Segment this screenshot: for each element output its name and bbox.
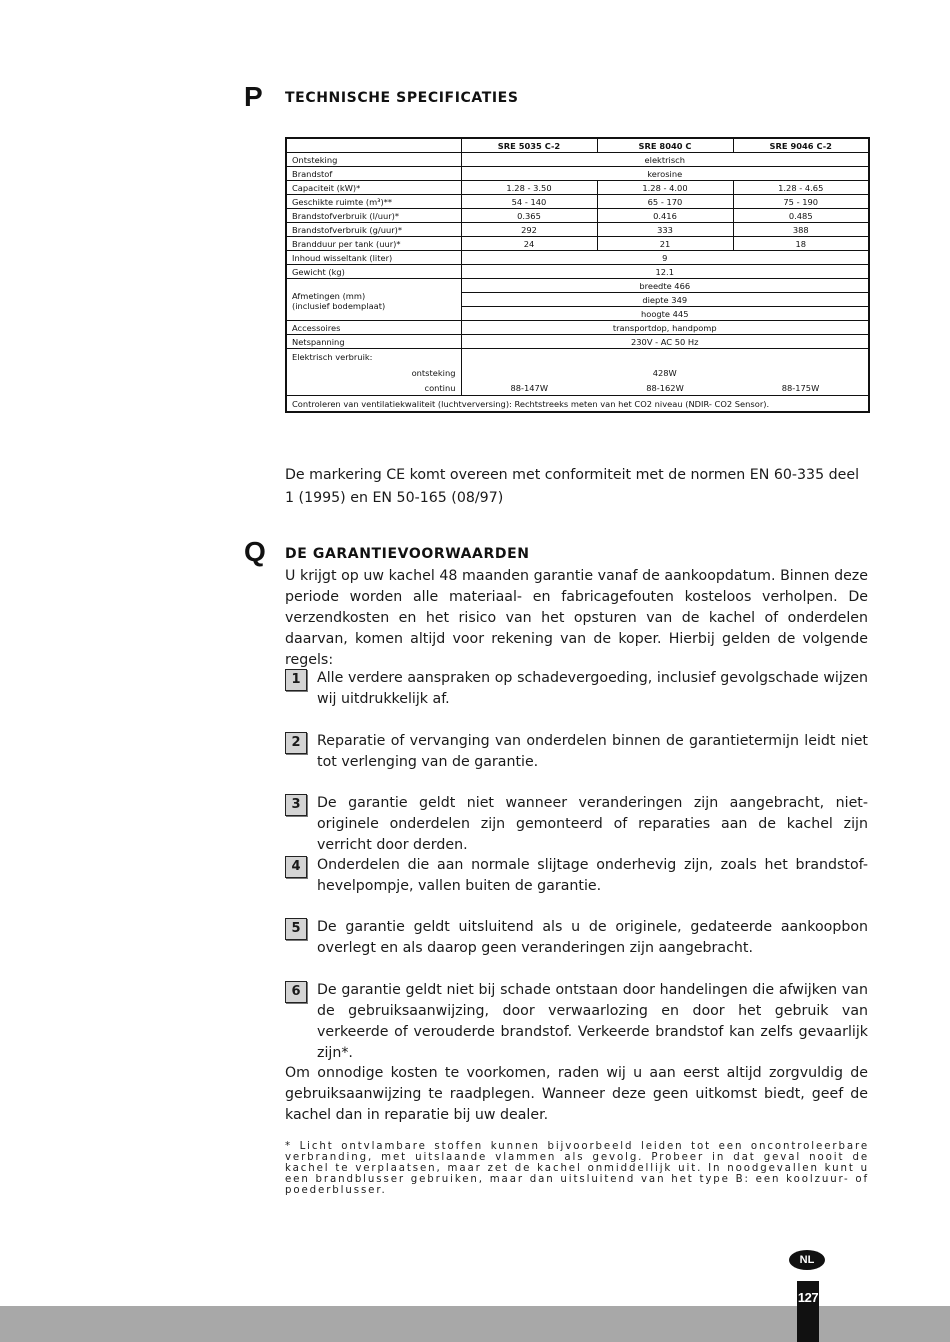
spec-value: 428W [461, 365, 869, 380]
spec-row-controleren [286, 396, 869, 413]
spec-row-brandduur [286, 237, 869, 251]
rule-number: 1 [285, 669, 307, 691]
model-header: SRE 5035 C-2 [461, 138, 597, 153]
page-number: 127 [797, 1290, 819, 1305]
spec-value: 0.365 [461, 209, 597, 223]
spec-row-afmetingen-breedte [286, 279, 869, 293]
spec-row-capaciteit [286, 181, 869, 195]
section-title-garantievoorwaarden: DE GARANTIEVOORWAARDEN [285, 546, 530, 562]
spec-row-elektrisch-label [286, 349, 869, 366]
spec-row-verbruik-g [286, 223, 869, 237]
spec-value: 292 [461, 223, 597, 237]
rule-text: De garantie geldt niet wanneer veranderingen zijn aangebracht, niet-originele onderdelen zijn gemonteerd of reparaties aan de kachel zijn verricht door derden. [317, 795, 868, 853]
spec-value: 65 - 170 [597, 195, 733, 209]
spec-label: Elektrisch verbruik: [286, 349, 461, 366]
spec-value: transportdop, handpomp [461, 321, 869, 335]
spec-row-brandstof [286, 167, 869, 181]
spec-value: kerosine [461, 167, 869, 181]
spec-label-afmetingen [286, 279, 461, 321]
language-badge: NL [789, 1250, 825, 1270]
footnote: * Licht ontvlambare stoffen kunnen bijvoorbeeld leiden tot een oncontroleerbare verbranding, met uitslaande vlammen als gevolg. Probeer in dat geval nooit de kachel te verplaatsen, maar zet de kachel onmiddellijk uit. In noodgevallen kunt u een brandblusser gebruiken, maar dan uitsluitend van het type B: een koolzuur- of poederblusser. [285, 1141, 869, 1196]
spec-row-elektrisch-ontsteking [286, 365, 869, 380]
spec-label: Ontsteking [286, 153, 461, 167]
spec-label: (inclusief bodemplaat) [292, 301, 386, 311]
rule-number: 3 [285, 794, 307, 816]
spec-value: 12.1 [461, 265, 869, 279]
spec-value: 1.28 - 3.50 [461, 181, 597, 195]
spec-header-empty [286, 138, 461, 153]
section-title-technische-specificaties: TECHNISCHE SPECIFICATIES [285, 90, 519, 106]
model-header: SRE 9046 C-2 [733, 138, 869, 153]
spec-value: 1.28 - 4.00 [597, 181, 733, 195]
spec-table [285, 137, 870, 413]
ce-text: De markering CE komt overeen met conformiteit met de normen EN 60-335 deel 1 (1995) en EN 50-165 (08/97) [285, 467, 860, 506]
spec-row-netspanning [286, 335, 869, 349]
spec-value: 75 - 190 [733, 195, 869, 209]
spec-value: 24 [461, 237, 597, 251]
rule-text: De garantie geldt uitsluitend als u de originele, gedateerde aankoopbon overlegt en als daarop geen veranderingen zijn aangebracht. [317, 919, 868, 956]
spec-label: continu [286, 380, 461, 396]
spec-row-wisseltank [286, 251, 869, 265]
spec-note: Controleren van ventilatiekwaliteit (luchtverversing): Rechtstreeks meten van het CO2 niveau (NDIR- CO2 Sensor). [286, 396, 869, 413]
spec-label: Brandduur per tank (uur)* [286, 237, 461, 251]
spec-value: 18 [733, 237, 869, 251]
rule-text: Alle verdere aanspraken op schadevergoeding, inclusief gevolgschade wijzen wij uitdrukkelijk af. [317, 670, 868, 707]
section-letter-q: Q [244, 536, 266, 567]
spec-value: 230V - AC 50 Hz [461, 335, 869, 349]
spec-value: 88-175W [733, 380, 869, 396]
spec-label: Accessoires [286, 321, 461, 335]
spec-value-empty [461, 349, 869, 366]
model-header: SRE 8040 C [597, 138, 733, 153]
spec-value: 88-162W [597, 380, 733, 396]
rule-number: 2 [285, 732, 307, 754]
rule-number: 4 [285, 856, 307, 878]
spec-value: 88-147W [461, 380, 597, 396]
spec-value: 333 [597, 223, 733, 237]
spec-label: Geschikte ruimte (m³)** [286, 195, 461, 209]
section-letter-p: P [244, 81, 263, 112]
spec-value: 388 [733, 223, 869, 237]
spec-row-gewicht [286, 265, 869, 279]
spec-header-row [286, 138, 869, 153]
spec-label: Capaciteit (kW)* [286, 181, 461, 195]
spec-label: ontsteking [286, 365, 461, 380]
spec-value: 0.485 [733, 209, 869, 223]
spec-row-verbruik-l [286, 209, 869, 223]
spec-value: 21 [597, 237, 733, 251]
spec-label: Gewicht (kg) [286, 265, 461, 279]
spec-row-elektrisch-continu [286, 380, 869, 396]
spec-value: breedte 466 [461, 279, 869, 293]
spec-value: 54 - 140 [461, 195, 597, 209]
spec-row-ruimte [286, 195, 869, 209]
spec-value: 1.28 - 4.65 [733, 181, 869, 195]
spec-value: elektrisch [461, 153, 869, 167]
spec-label: Afmetingen (mm) [292, 291, 366, 301]
spec-value: hoogte 445 [461, 307, 869, 321]
rule-text: De garantie geldt niet bij schade ontstaan door handelingen die afwijken van de gebruiksaanwijzing, door verwaarlozing en door het gebruik van verkeerde of verouderde brandstof. Verkeerde brandstof kan zelfs gevaarlijk zijn*. [317, 982, 868, 1061]
spec-value: 9 [461, 251, 869, 265]
rule-text: Onderdelen die aan normale slijtage onderhevig zijn, zoals het brandstof-hevelpompje, vallen buiten de garantie. [317, 857, 868, 894]
spec-label: Netspanning [286, 335, 461, 349]
spec-value: 0.416 [597, 209, 733, 223]
spec-row-ontsteking [286, 153, 869, 167]
spec-value: diepte 349 [461, 293, 869, 307]
garantie-closing: Om onnodige kosten te voorkomen, raden wij u aan eerst altijd zorgvuldig de gebruiksaanwijzing te raadplegen. Wanneer deze geen uitkomst biedt, geef de kachel dan in reparatie bij uw dealer. [285, 1065, 868, 1123]
spec-label: Brandstofverbruik (g/uur)* [286, 223, 461, 237]
spec-label: Brandstof [286, 167, 461, 181]
rule-number: 5 [285, 918, 307, 940]
rule-text: Reparatie of vervanging van onderdelen binnen de garantietermijn leidt niet tot verlenging van de garantie. [317, 733, 868, 770]
spec-label: Inhoud wisseltank (liter) [286, 251, 461, 265]
spec-label: Brandstofverbruik (l/uur)* [286, 209, 461, 223]
spec-row-accessoires [286, 321, 869, 335]
rule-number: 6 [285, 981, 307, 1003]
garantie-intro: U krijgt op uw kachel 48 maanden garantie vanaf de aankoopdatum. Binnen deze periode worden alle materiaal- en fabricagefouten kosteloos verholpen. De verzendkosten en het risico van het opsturen van de kachel of onderdelen daarvan, komen altijd voor rekening van de koper. Hierbij gelden de volgende regels: [285, 568, 868, 668]
